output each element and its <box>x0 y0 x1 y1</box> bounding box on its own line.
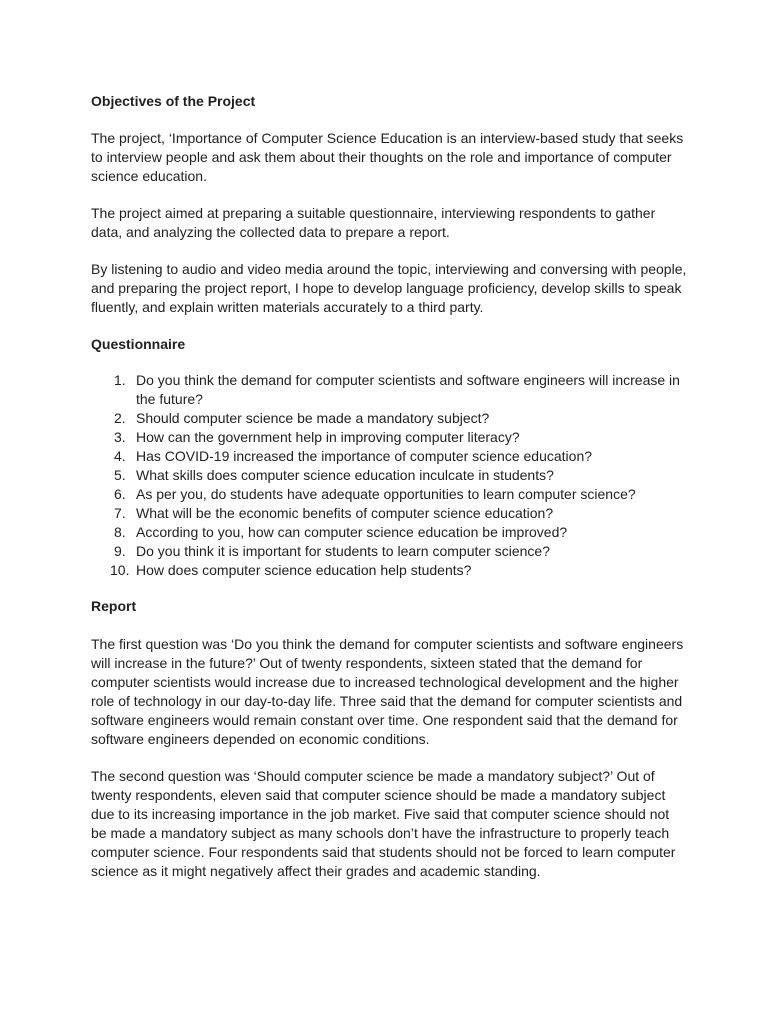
list-item-number: 10. <box>110 562 130 578</box>
objectives-heading: Objectives of the Project <box>91 93 256 109</box>
list-item <box>91 542 687 561</box>
list-item-number: 5. <box>114 467 126 483</box>
document-page <box>91 92 687 881</box>
list-item-text: How can the government help in improving computer literacy? <box>136 429 520 445</box>
list-item-number: 9. <box>114 543 126 559</box>
list-item-text: Has COVID-19 increased the importance of computer science education? <box>136 448 593 464</box>
list-item <box>91 504 687 523</box>
list-item-number: 2. <box>114 410 126 426</box>
list-item-text: What will be the economic benefits of computer science education? <box>136 505 554 521</box>
report-paragraph-1: The first question was ‘Do you think the demand for computer scientists and software engineers will increase in the future?’ Out of twenty respondents, sixteen stated that the demand for computer scientists would increase due to increased technological development and the higher role of technology in our day-to-day life. Three said that the demand for computer scientists and software engineers would remain constant over time. One respondent said that the demand for software engineers depended on economic conditions. <box>91 636 684 747</box>
list-item-number: 7. <box>114 505 126 521</box>
report-paragraph-2: The second question was ‘Should computer science be made a mandatory subject?’ Out of twenty respondents, eleven said that computer science should be made a mandatory subject due to its increasing importance in the job market. Five said that computer science should not be made a mandatory subject as many schools don’t have the infrastructure to properly teach computer science. Four respondents said that students should not be forced to learn computer science as it might negatively affect their grades and academic standing. <box>91 768 676 879</box>
list-item <box>91 466 687 485</box>
questionnaire-list <box>91 371 687 580</box>
list-item-text: Do you think the demand for computer scientists and software engineers will increase in the future? <box>136 372 680 407</box>
objectives-paragraph-3: By listening to audio and video media around the topic, interviewing and conversing with people, and preparing the project report, I hope to develop language proficiency, develop skills to speak fluently, and explain written materials accurately to a third party. <box>91 261 687 315</box>
list-item <box>91 447 687 466</box>
list-item-text: How does computer science education help students? <box>136 562 472 578</box>
questionnaire-heading: Questionnaire <box>91 336 186 352</box>
list-item <box>91 523 687 542</box>
list-item-text: Should computer science be made a mandatory subject? <box>136 410 490 426</box>
objectives-paragraph-2: The project aimed at preparing a suitable questionnaire, interviewing respondents to gather data, and analyzing the collected data to prepare a report. <box>91 205 656 240</box>
list-item-number: 3. <box>114 429 126 445</box>
list-item-number: 1. <box>114 372 126 388</box>
list-item-text: What skills does computer science education inculcate in students? <box>136 467 554 483</box>
list-item <box>91 428 687 447</box>
list-item-text: Do you think it is important for students to learn computer science? <box>136 543 550 559</box>
report-heading: Report <box>91 598 137 614</box>
list-item <box>91 371 687 409</box>
list-item <box>91 561 687 580</box>
list-item-text: As per you, do students have adequate opportunities to learn computer science? <box>136 486 636 502</box>
list-item <box>91 409 687 428</box>
list-item-number: 8. <box>114 524 126 540</box>
list-item-number: 4. <box>114 448 126 464</box>
list-item-text: According to you, how can computer science education be improved? <box>136 524 568 540</box>
list-item-number: 6. <box>114 486 126 502</box>
list-item <box>91 485 687 504</box>
objectives-paragraph-1: The project, ‘Importance of Computer Science Education is an interview-based study that seeks to interview people and ask them about their thoughts on the role and importance of computer science education. <box>91 130 684 184</box>
